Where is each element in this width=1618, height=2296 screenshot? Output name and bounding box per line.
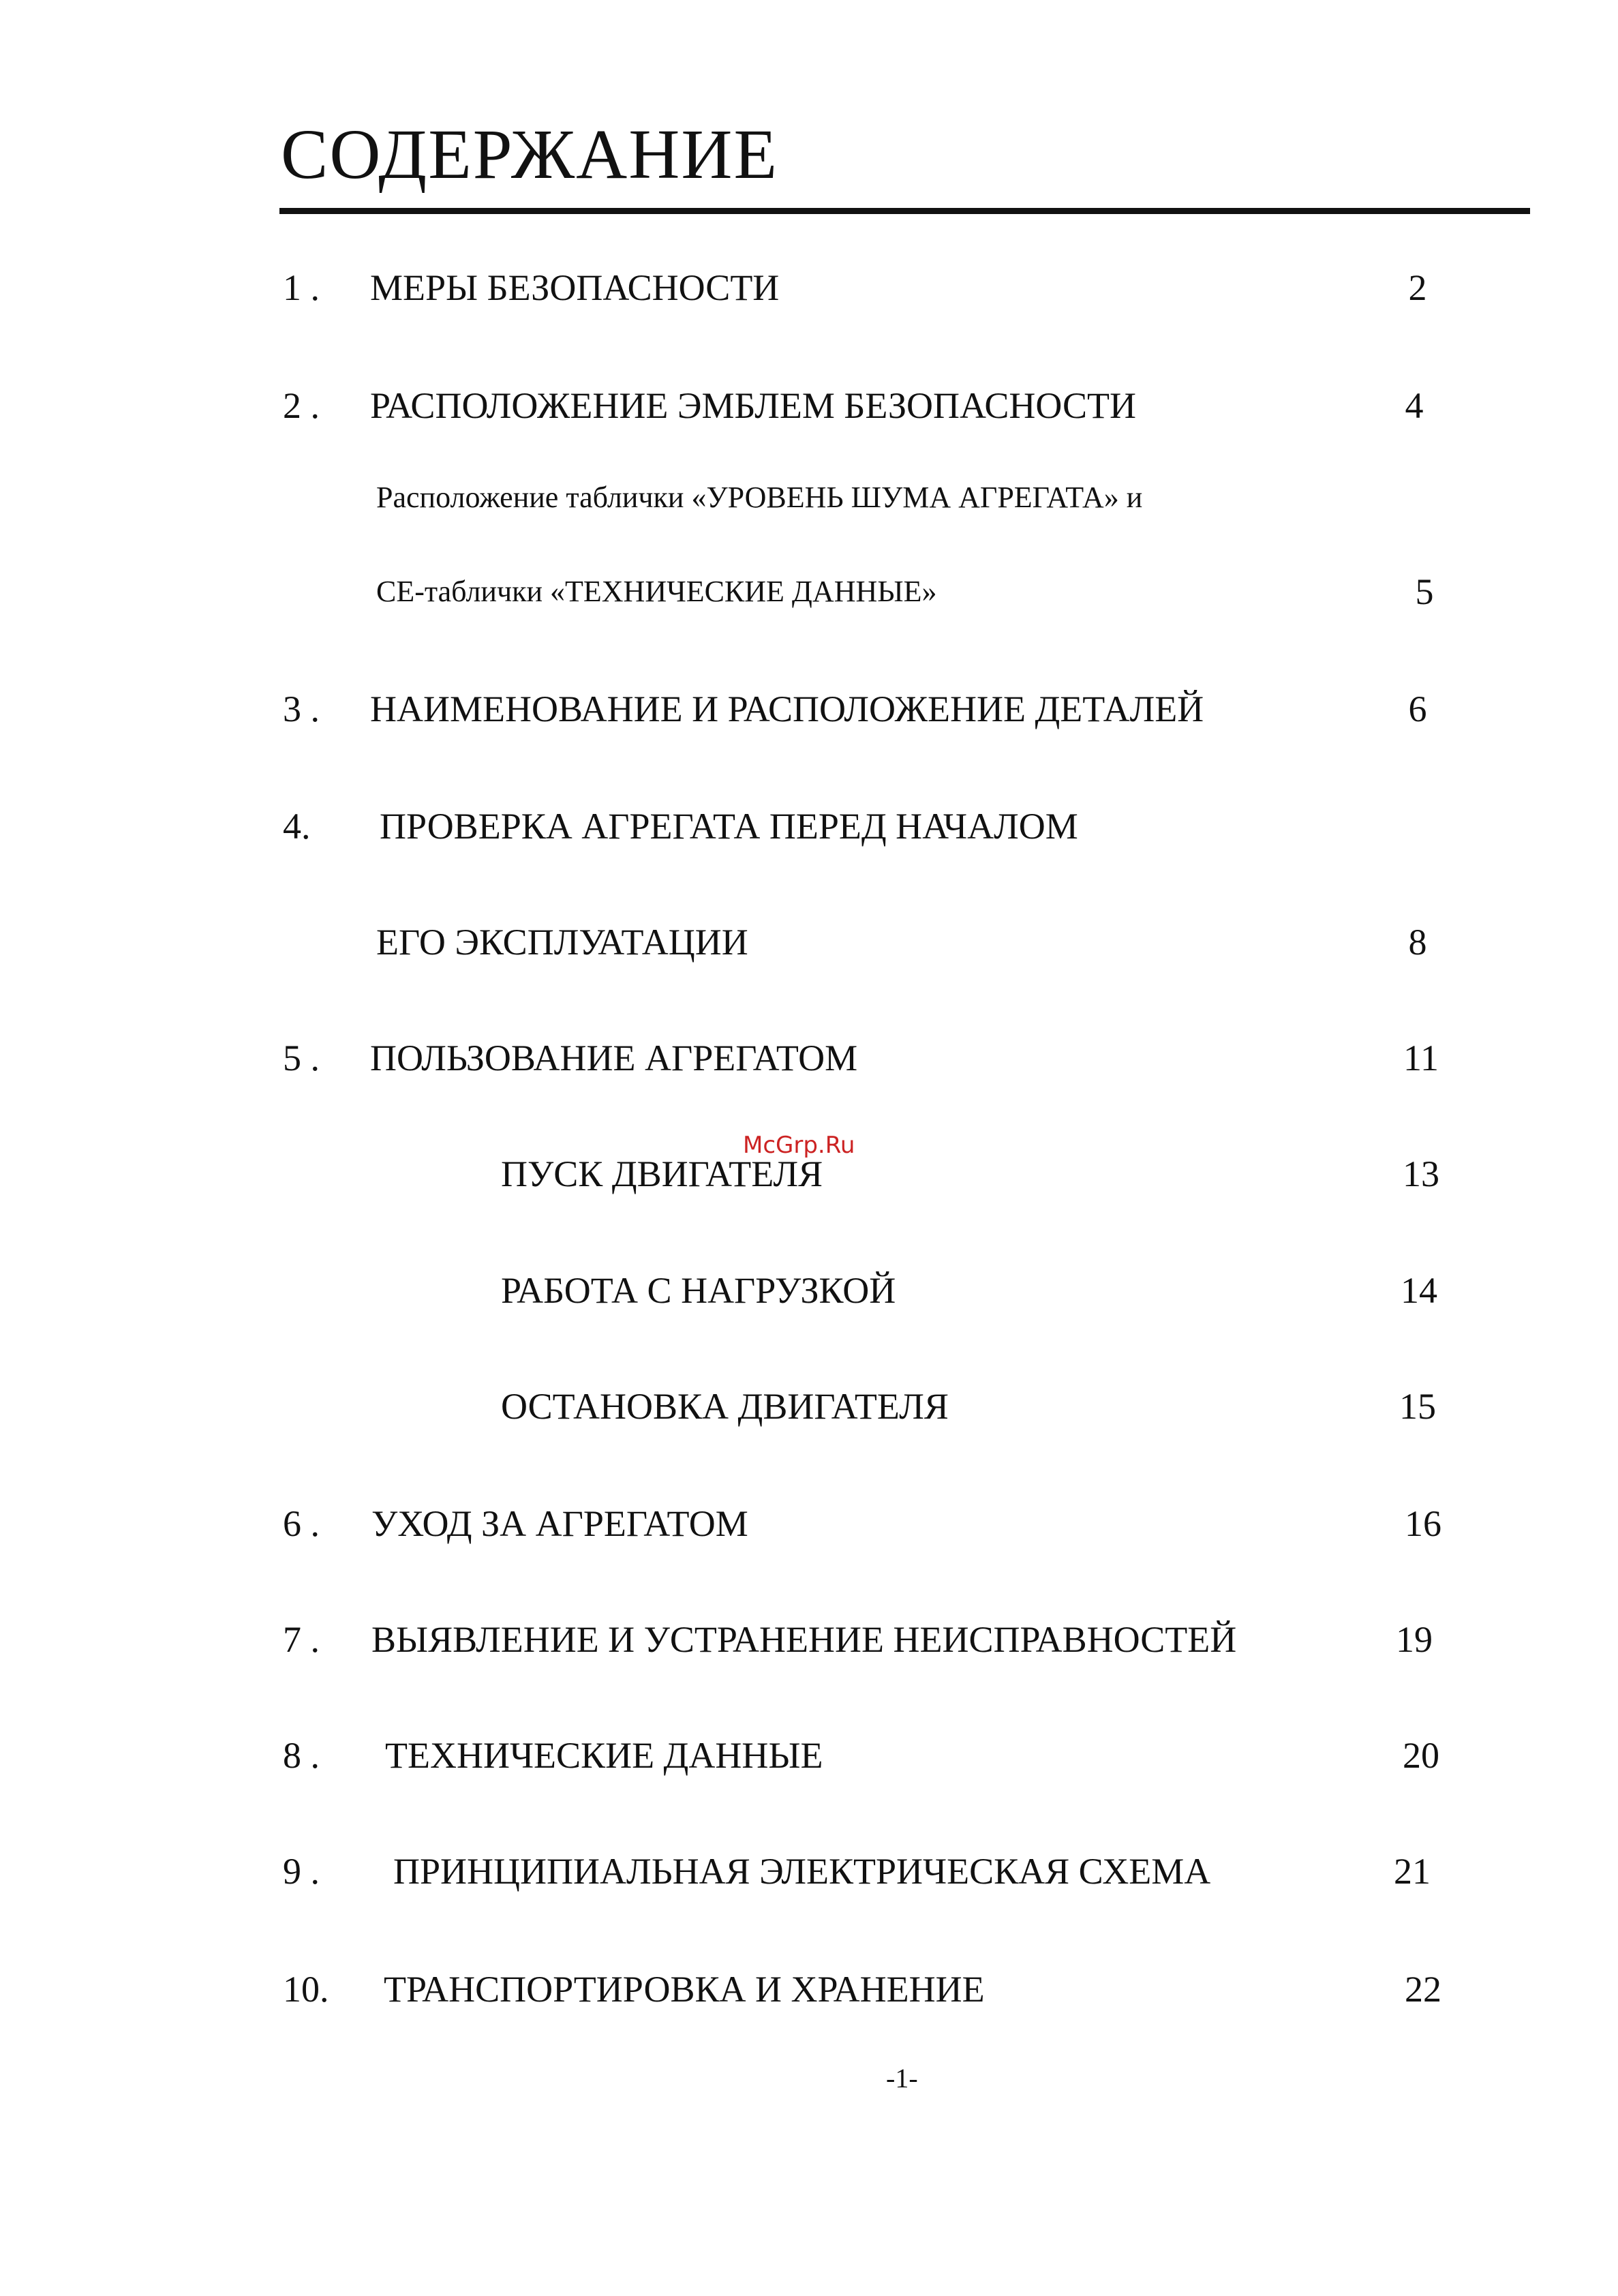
toc-entry-3 <box>0 682 1618 736</box>
toc-page: 14 <box>1401 1270 1437 1311</box>
toc-subentry-5b <box>0 1263 1618 1318</box>
toc-number: 7 . <box>283 1619 320 1660</box>
toc-page: 20 <box>1403 1735 1439 1776</box>
toc-label: ПРИНЦИПИАЛЬНАЯ ЭЛЕКТРИЧЕСКАЯ СХЕМА <box>393 1851 1211 1892</box>
toc-label: ВЫЯВЛЕНИЕ И УСТРАНЕНИЕ НЕИСПРАВНОСТЕЙ <box>371 1619 1237 1660</box>
toc-label: ТЕХНИЧЕСКИЕ ДАННЫЕ <box>385 1735 823 1776</box>
toc-label: ПОЛЬЗОВАНИЕ АГРЕГАТОМ <box>370 1038 858 1078</box>
toc-number: 2 . <box>283 385 320 426</box>
toc-label: УХОД ЗА АГРЕГАТОМ <box>371 1503 748 1544</box>
toc-number: 10. <box>283 1969 329 2010</box>
toc-label: Расположение таблички «УРОВЕНЬ ШУМА АГРЕГАТА» и <box>376 481 1143 514</box>
watermark: McGrp.Ru <box>743 1132 855 1159</box>
toc-number: 5 . <box>283 1038 320 1078</box>
toc-page: 15 <box>1399 1386 1436 1427</box>
toc-page: 6 <box>1408 689 1427 729</box>
toc-number: 8 . <box>283 1735 320 1776</box>
toc-subentry-2a <box>0 470 1618 525</box>
toc-entry-8 <box>0 1728 1618 1783</box>
toc-page: 11 <box>1403 1038 1439 1078</box>
toc-label: ЕГО ЭКСПЛУАТАЦИИ <box>376 922 748 963</box>
toc-number: 3 . <box>283 689 320 729</box>
toc-page: 2 <box>1408 267 1427 308</box>
toc-number: 1 . <box>283 267 320 308</box>
toc-entry-4-cont <box>0 915 1618 969</box>
toc-entry-1 <box>0 260 1618 315</box>
toc-label: CE-таблички «ТЕХНИЧЕСКИЕ ДАННЫЕ» <box>376 575 937 608</box>
toc-page: 19 <box>1396 1619 1433 1660</box>
toc-page: 4 <box>1405 385 1424 426</box>
toc-entry-2 <box>0 378 1618 433</box>
toc-label: РАБОТА С НАГРУЗКОЙ <box>501 1270 896 1311</box>
toc-entry-7 <box>0 1612 1618 1667</box>
toc-label: ПУСК ДВИГАТЕЛЯ <box>501 1153 823 1194</box>
toc-entry-5 <box>0 1031 1618 1085</box>
toc-entry-6 <box>0 1496 1618 1551</box>
toc-number: 6 . <box>283 1503 320 1544</box>
toc-label: ОСТАНОВКА ДВИГАТЕЛЯ <box>501 1386 949 1427</box>
toc-subentry-2b <box>0 564 1618 619</box>
toc-number: 9 . <box>283 1851 320 1892</box>
toc-page: 5 <box>1415 571 1434 612</box>
toc-page: 8 <box>1408 922 1427 963</box>
toc-entry-9 <box>0 1844 1618 1899</box>
toc-number: 4. <box>283 806 311 847</box>
toc-label: РАСПОЛОЖЕНИЕ ЭМБЛЕМ БЕЗОПАСНОСТИ <box>370 385 1137 426</box>
toc-page: 16 <box>1405 1503 1441 1544</box>
toc-page: 13 <box>1403 1153 1439 1194</box>
title-rule <box>279 208 1530 214</box>
toc-label: НАИМЕНОВАНИЕ И РАСПОЛОЖЕНИЕ ДЕТАЛЕЙ <box>370 689 1204 729</box>
toc-page: 22 <box>1405 1969 1441 2010</box>
toc-label: ТРАНСПОРТИРОВКА И ХРАНЕНИЕ <box>384 1969 985 2010</box>
toc-subentry-5c <box>0 1379 1618 1434</box>
toc-entry-10 <box>0 1962 1618 2016</box>
toc-entry-4 <box>0 799 1618 854</box>
toc-label: МЕРЫ БЕЗОПАСНОСТИ <box>370 267 780 308</box>
page-number: -1- <box>886 2063 918 2094</box>
toc-page: 21 <box>1394 1851 1431 1892</box>
page-title: СОДЕРЖАНИЕ <box>281 115 778 194</box>
toc-label: ПРОВЕРКА АГРЕГАТА ПЕРЕД НАЧАЛОМ <box>380 806 1078 847</box>
